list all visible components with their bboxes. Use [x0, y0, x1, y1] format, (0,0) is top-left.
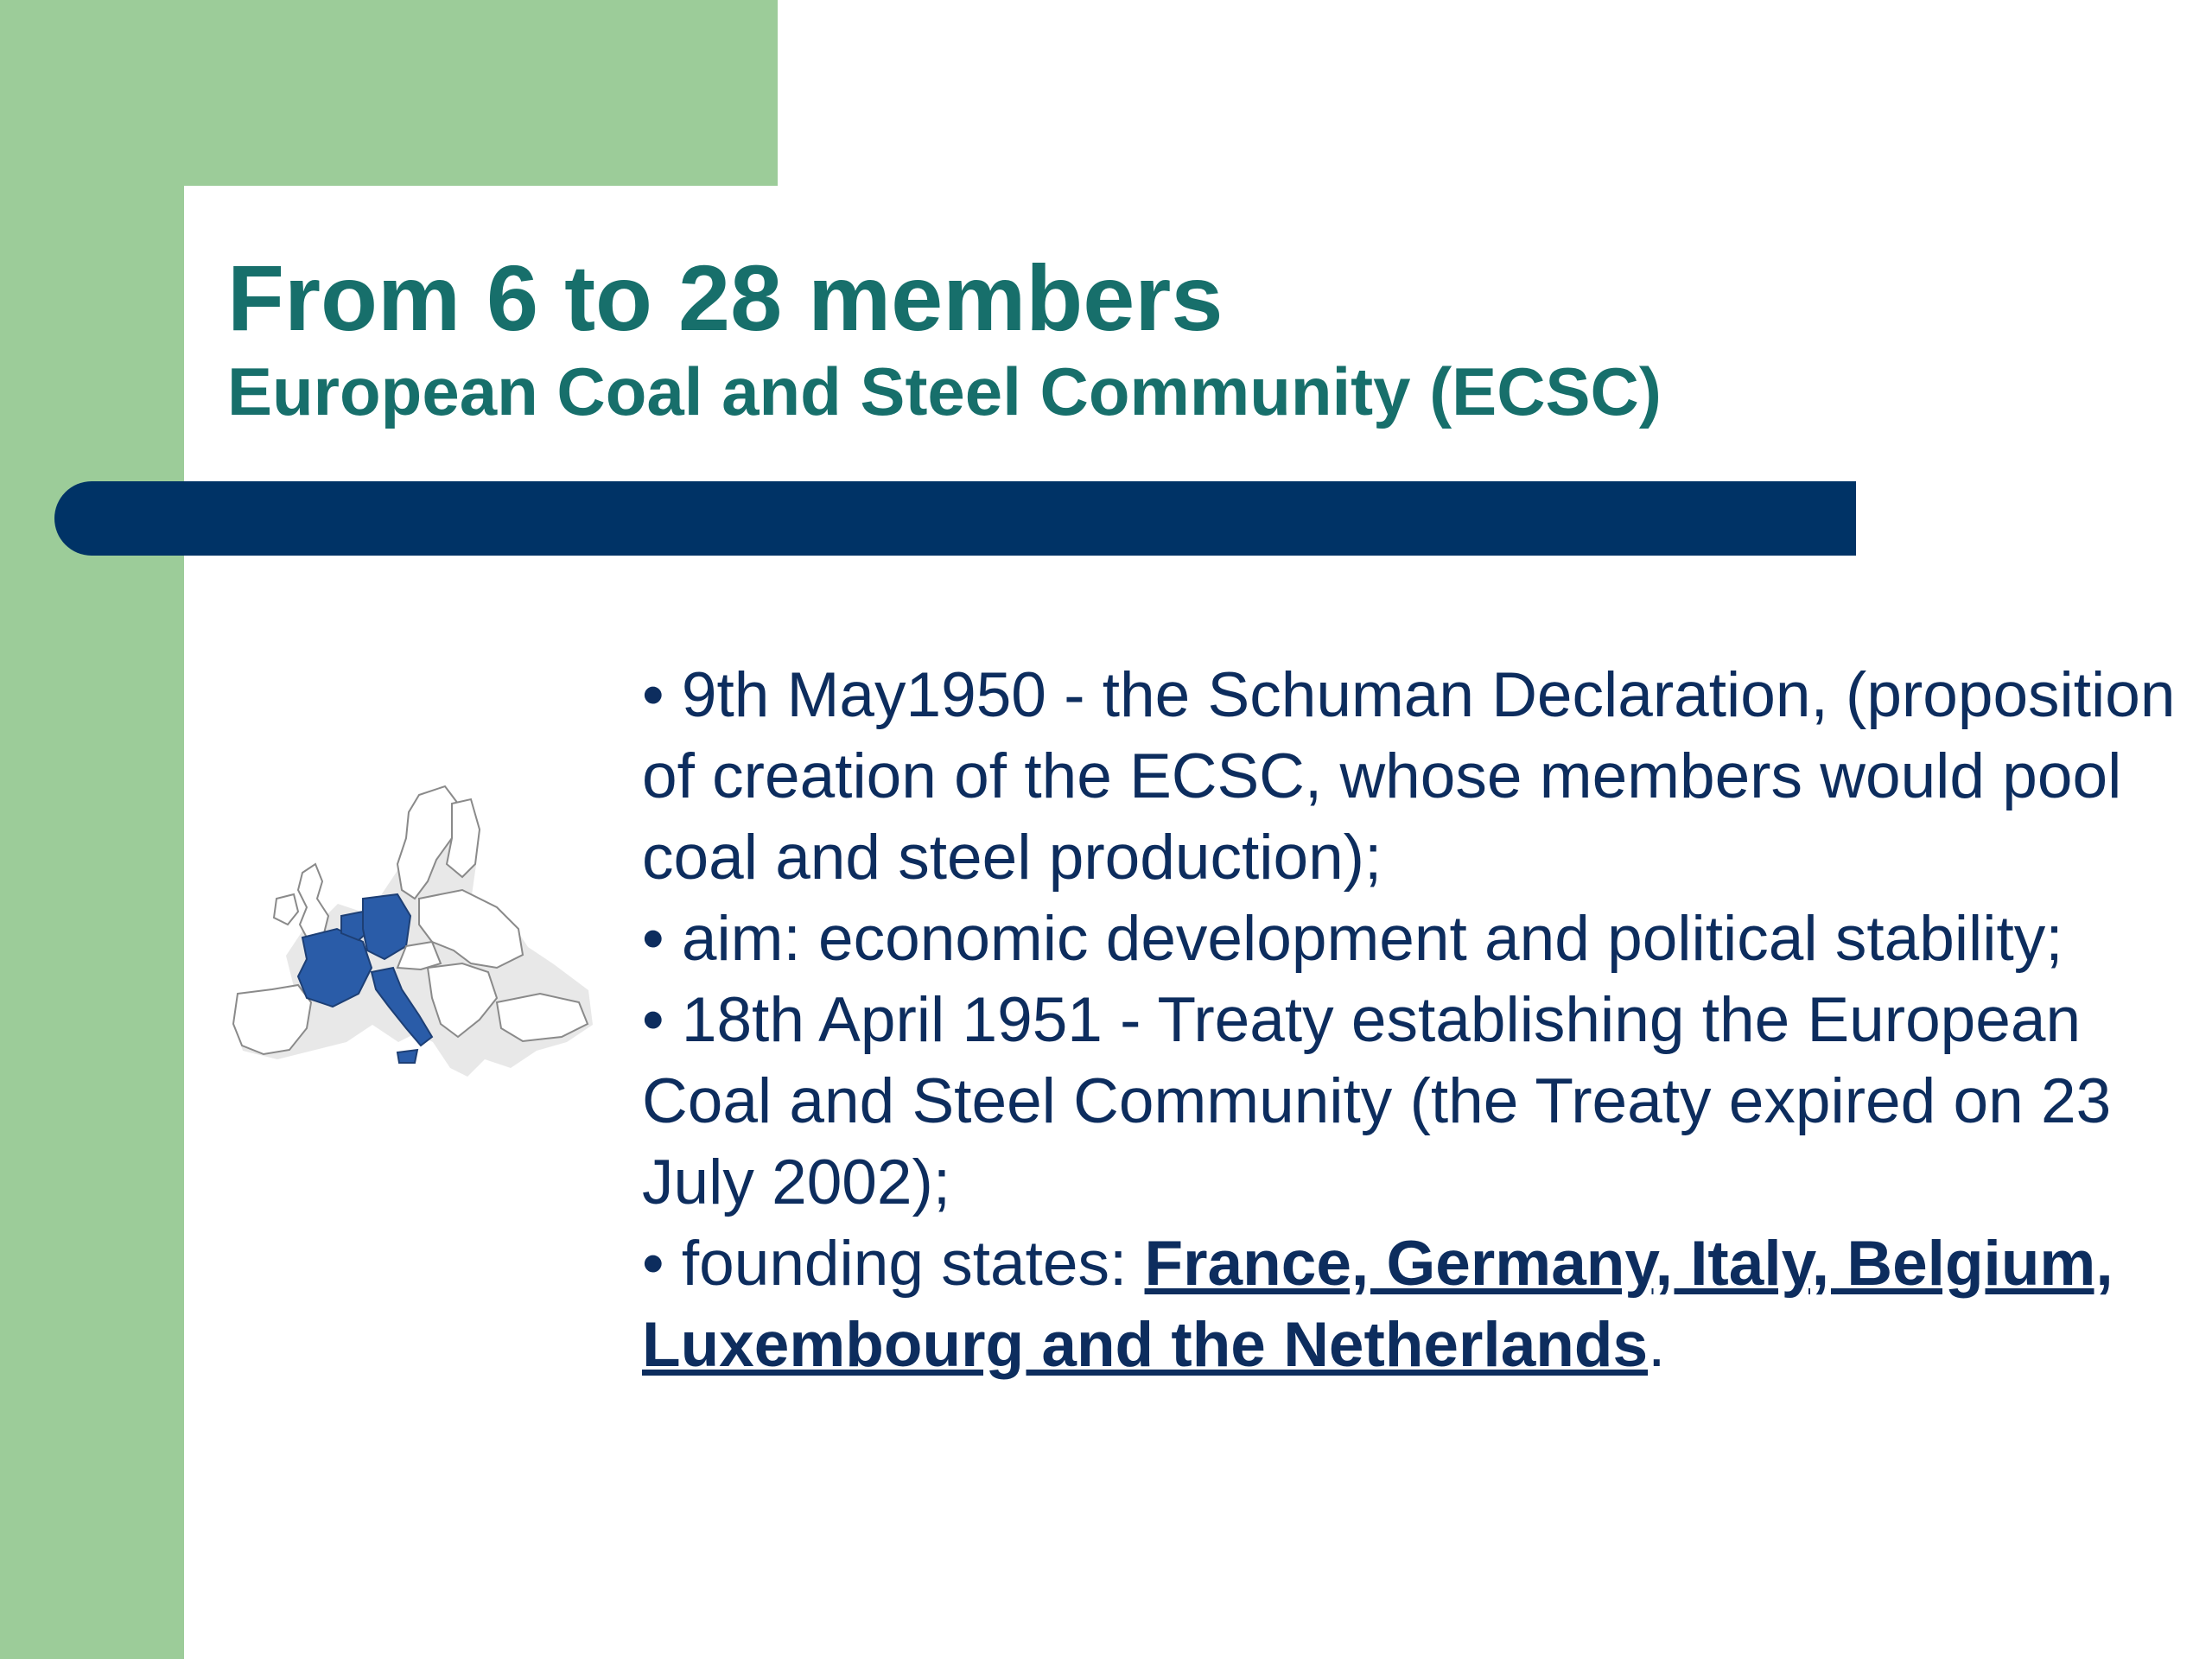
europe-map-icon	[220, 778, 601, 1123]
slide-title: From 6 to 28 members	[227, 245, 1224, 350]
map-finland	[447, 799, 480, 877]
founding-states-list: France, Germany, Italy, Belgium, Luxembourg and the Netherlands	[642, 1229, 2113, 1380]
bullet-list	[642, 655, 2180, 1386]
founding-states-label: • founding states:	[642, 1229, 1145, 1299]
title-divider-bar	[54, 481, 1856, 556]
founding-states-period: .	[1648, 1310, 1666, 1380]
bullet-item: • 18th April 1951 - Treaty establishing the European Coal and Steel Community (the Treaty expired on 23 July 2002);	[642, 985, 2112, 1217]
map-ireland	[274, 894, 298, 925]
decorative-green-band-left	[0, 0, 184, 1659]
bullet-item-founding-states	[642, 1224, 2180, 1386]
slide-subtitle: European Coal and Steel Community (ECSC)	[227, 353, 1662, 429]
map-uk	[298, 864, 328, 938]
map-sicily	[397, 1050, 417, 1063]
bullet-item: • aim: economic development and political stability;	[642, 904, 2063, 974]
bullet-item: • 9th May1950 - the Schuman Declaration, (proposition of creation of the ECSC, whose members would pool coal and steel production);	[642, 660, 2176, 893]
